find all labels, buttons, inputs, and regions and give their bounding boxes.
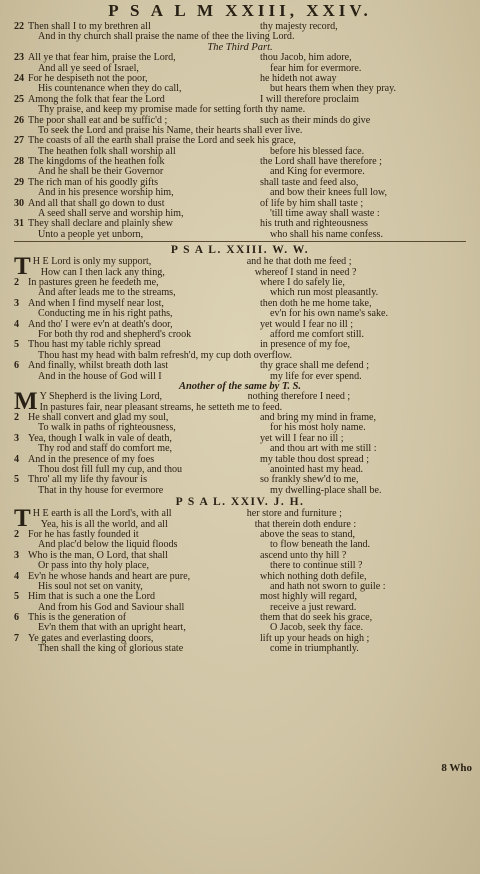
divider (14, 241, 466, 242)
verse-text-left: Him that is such a one the Lord (28, 591, 155, 603)
verse-text-right: most highly will regard, (260, 591, 357, 603)
verse-number (14, 561, 28, 571)
verse-text-left: Thy praise, and keep my promise made for setting forth thy name. (38, 104, 306, 116)
first-lines (33, 257, 466, 278)
verse-text-left: And when I find myself near lost, (28, 297, 164, 309)
verse-number: 2 (14, 276, 20, 288)
verse-text-right: and King for evermore. (270, 166, 365, 178)
verse-number: 22 (14, 21, 25, 32)
verse-line (14, 561, 466, 571)
verse-number: 29 (14, 176, 25, 188)
verse-text-right: his truth and righteousness (260, 218, 368, 230)
drop-cap: T (14, 505, 31, 533)
verse-text-right: lift up your heads on high ; (260, 632, 370, 644)
verse-text-left: All ye that fear him, praise the Lord, (28, 52, 176, 64)
verse-text-right: for his most holy name. (270, 422, 366, 434)
verse-number: 23 (14, 52, 25, 64)
verse-text-left: The coasts of all the earth shall praise the Lord and seek his grace, (28, 135, 296, 147)
verse-text-left: And he shall be their Governor (38, 166, 164, 178)
verse-text-right: such as their minds do give (260, 114, 371, 126)
verse-text-right: thy majesty record, (260, 21, 338, 32)
verse-text-left: And all that shall go down to dust (28, 197, 165, 209)
verse-text-left: The poor shall eat and be suffic'd ; (28, 114, 168, 126)
verse-number: 2 (14, 412, 20, 424)
verse-text-left: Unto a people yet unborn, (38, 228, 144, 240)
verse-text-left: This is the generation of (28, 612, 127, 624)
verse-text-left: Thro' all my life thy favour is (28, 474, 147, 486)
verse-text-right: he hideth not away (260, 72, 337, 84)
verse-number (14, 372, 28, 382)
verse-number (14, 309, 28, 319)
verse-number (14, 486, 28, 496)
verse-text-left: And tho' I were ev'n at death's door, (28, 318, 173, 330)
verse-text-left: H E earth is all the Lord's, with all (32, 508, 172, 520)
verse-text-right: come in triumphantly. (270, 643, 359, 655)
verse-text-left: Yea, his is all the world, and all (40, 518, 168, 530)
verse-text-right: I will therefore proclaim (260, 93, 359, 105)
verse-text-right: and thou art with me still : (270, 443, 377, 455)
verse-number: 31 (14, 218, 25, 230)
verse-text-left: How can I then lack any thing, (40, 266, 165, 278)
verse-text-right: before his blessed face. (270, 145, 365, 157)
verse-text-left: His soul not set on vanity, (38, 580, 143, 592)
verse-text-left: To seek the Lord and praise his Name, their hearts shall ever live. (38, 124, 303, 136)
verse-text-left: Yea, though I walk in vale of death, (28, 432, 172, 444)
verse-line (14, 230, 466, 240)
verse-number: 6 (14, 360, 20, 372)
verse-text-right: her store and furniture ; (246, 508, 342, 520)
verse-number: 4 (14, 570, 20, 582)
verse-text-left: To walk in paths of righteousness, (38, 422, 176, 434)
verse-text-right: nothing therefore I need ; (247, 391, 351, 403)
verse-text-left: And in his presence worship him, (38, 187, 174, 199)
verse-text-right: whereof I stand in need ? (254, 266, 357, 278)
verse-text-right: them that do seek his grace, (260, 612, 373, 624)
verse-text-left: He shall convert and glad my soul, (28, 412, 169, 424)
verse-text-left: Conducting me in his right paths, (38, 308, 173, 320)
verse-text-right: which run most pleasantly. (270, 287, 379, 299)
verse-text-left: And finally, whilst breath doth last (28, 360, 169, 372)
verse-text-right: afford me comfort still. (270, 328, 364, 340)
verse-text-right: the Lord shall have therefore ; (260, 156, 382, 168)
verse-text-right: O Jacob, seek thy face. (270, 622, 364, 634)
verse-number: 3 (14, 549, 20, 561)
verse-number: 30 (14, 197, 25, 209)
verse-line (14, 644, 466, 654)
verse-text-left: For he has fastly founded it (28, 528, 139, 540)
verse-number (14, 644, 28, 654)
verse-text-right: my table thou dost spread ; (260, 453, 370, 465)
verse-text-left: Who is the man, O Lord, that shall (28, 549, 168, 561)
verse-text-left: Thou hast my head with balm refresh'd, my cup doth overflow. (38, 349, 293, 361)
verse-text-left: That in thy house for evermore (38, 484, 164, 496)
verse-text-right (294, 32, 466, 42)
psalm-heading: Another of the same by T. S. (178, 380, 302, 392)
verse-text-right (302, 126, 466, 136)
verse-number (14, 105, 28, 115)
verse-text-left: And from his God and Saviour shall (38, 601, 185, 613)
verse-text-right: to flow beneath the land. (270, 539, 371, 551)
verse-text-left: Or pass into thy holy place, (38, 560, 150, 572)
verse-text-right: above the seas to stand, (260, 528, 356, 540)
verse-text-right: ascend unto thy hill ? (260, 549, 347, 561)
verse-text-right: my dwelling-place shall be. (270, 484, 382, 496)
verse-text-left: Thou dost fill full my cup, and thou (38, 464, 183, 476)
verse-line (14, 486, 466, 496)
verse-text-left: And in the presence of my foes (28, 453, 155, 465)
psalm-heading: P S A L. XXIV. J. H. (175, 496, 305, 509)
verse-number: 5 (14, 339, 20, 351)
verse-text-right: yet will I fear no ill ; (260, 432, 344, 444)
verse-number: 26 (14, 114, 25, 126)
verse-number (14, 230, 28, 240)
verse-text-right: in presence of my foe, (260, 339, 350, 351)
verse-text-left: And plac'd below the liquid floods (38, 539, 178, 551)
verse-number: 4 (14, 453, 20, 465)
verse-text-left: Thou hast my table richly spread (28, 339, 161, 351)
drop-cap: M (14, 388, 38, 416)
first-lines (33, 509, 466, 530)
verse-text-right: thou Jacob, him adore, (260, 52, 352, 64)
verse-text-left: And in thy church shall praise the name of thee the living Lord. (38, 31, 295, 43)
verse-text-left: In pastures green he feedeth me, (28, 276, 159, 288)
verse-text-right (305, 105, 466, 115)
verse-text-left: H E Lord is only my support, (32, 256, 152, 268)
verse-number: 3 (14, 297, 20, 309)
page-body (14, 22, 466, 655)
drop-cap-block (14, 388, 466, 416)
verse-text-right: thy grace shall me defend ; (260, 360, 370, 372)
verse-text-right: yet would I fear no ill ; (260, 318, 354, 330)
verse-text-left: The heathen folk shall worship all (38, 145, 176, 157)
catchword: 8 Who (441, 762, 472, 774)
verse-line (14, 309, 466, 319)
verse-text-right: so frankly shew'd to me, (260, 474, 359, 486)
verse-text-left: Then shall I to my brethren all (28, 21, 151, 32)
verse-text-right: where I do safely lie, (260, 276, 345, 288)
verse-number: 7 (14, 632, 20, 644)
verse-text-right: 'till time away shall waste : (270, 208, 380, 220)
verse-text-left: For he despiseth not the poor, (28, 72, 148, 84)
verse-text-left: In pastures fair, near pleasant streams, he setteth me to feed. (39, 401, 283, 413)
verse-text-left: And after leads me to the streams, (38, 287, 176, 299)
verse-text-right: shall taste and feed also, (260, 176, 359, 188)
verse-text-right: anointed hast my head. (270, 464, 364, 476)
verse-number: 28 (14, 156, 25, 168)
drop-cap-block (14, 253, 466, 281)
verse-number: 2 (14, 528, 20, 540)
drop-cap-block (14, 505, 466, 533)
verse-text-left: And all ye seed of Israel, (38, 62, 139, 74)
psalm-heading: P S A L. XXIII. W. W. (170, 244, 310, 257)
verse-text-right: and bring my mind in frame, (260, 412, 377, 424)
verse-line (14, 105, 466, 115)
verse-text-left: His countenance when they do call, (38, 83, 182, 95)
verse-text-right: which nothing doth defile, (260, 570, 367, 582)
verse-text-right: there to continue still ? (270, 560, 363, 572)
verse-text-right: of life by him shall taste ; (260, 197, 364, 209)
verse-text-left: Ye gates and everlasting doors, (28, 632, 154, 644)
verse-number: 25 (14, 93, 25, 105)
verse-number: 24 (14, 72, 25, 84)
verse-text-left: The rich man of his goodly gifts (28, 176, 159, 188)
verse-text-left: Among the folk that fear the Lord (28, 93, 165, 105)
verse-line (14, 361, 466, 371)
verse-text-right: and he that doth me feed ; (246, 256, 352, 268)
page-title: P S A L M XXIII, XXIV. (108, 1, 372, 20)
verse-text-right: who shall his name confess. (270, 228, 383, 240)
verse-text-right: ev'n for his own name's sake. (270, 308, 389, 320)
verse-text-left: For both thy rod and shepherd's crook (38, 328, 192, 340)
verse-number: 4 (14, 318, 20, 330)
verse-number: 3 (14, 432, 20, 444)
verse-text-left: They shall declare and plainly shew (28, 218, 173, 230)
verse-text-right: and bow their knees full low, (270, 187, 388, 199)
section-subheading: The Third Part. (207, 41, 273, 53)
verse-number (14, 32, 28, 42)
verse-text-left: Ev'n he whose hands and heart are pure, (28, 570, 191, 582)
verse-number: 5 (14, 474, 20, 486)
verse-number: 27 (14, 135, 25, 147)
verse-text-left: Ev'n them that with an upright heart, (38, 622, 186, 634)
verse-text-right: receive a just reward. (270, 601, 357, 613)
verse-text-left: The kingdoms of the heathen folk (28, 156, 165, 168)
verse-text-right: but hears them when they pray. (270, 83, 397, 95)
verse-text-right: fear him for evermore. (270, 62, 362, 74)
first-lines (40, 392, 466, 413)
verse-number: 6 (14, 612, 20, 624)
verse-text-left: Thy rod and staff do comfort me, (38, 443, 173, 455)
verse-text-left: A seed shall serve and worship him, (38, 208, 184, 220)
verse-text-right: and hath not sworn to guile : (270, 580, 386, 592)
verse-number: 5 (14, 591, 20, 603)
verse-line (14, 53, 466, 63)
verse-text-right: that therein doth endure : (254, 518, 357, 530)
verse-text-left: Y Shepherd is the living Lord, (39, 391, 163, 403)
verse-text-right: my life for ever spend. (270, 370, 362, 382)
drop-cap: T (14, 253, 31, 281)
verse-text-left: Then shall the king of glorious state (38, 643, 184, 655)
verse-text-right: then doth he me home take, (260, 297, 372, 309)
verse-text-left: And in the house of God will I (38, 370, 162, 382)
